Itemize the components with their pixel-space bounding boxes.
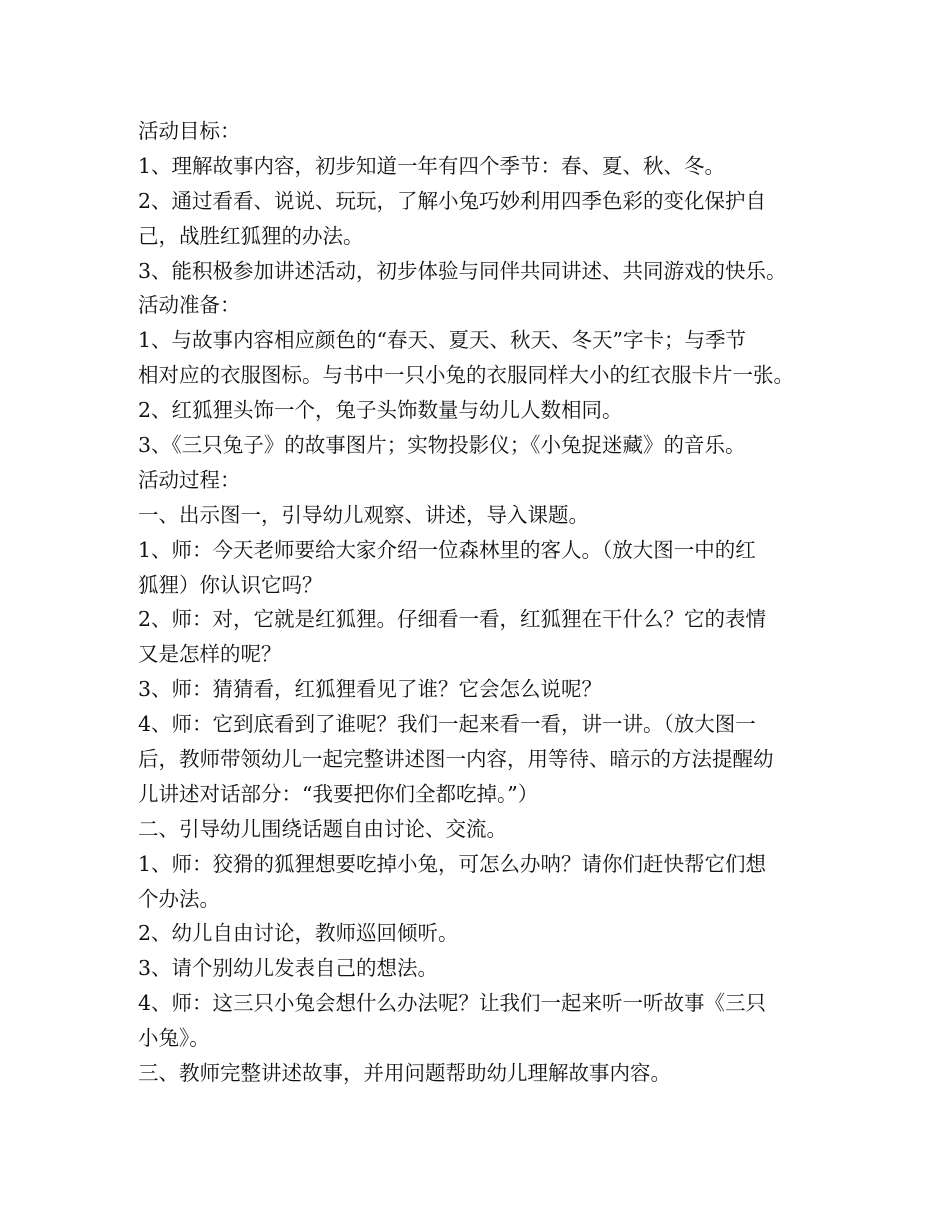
- text-line: 4、师：它到底看到了谁呢？我们一起来看一看，讲一讲。（放大图一: [138, 712, 756, 737]
- document-body: [138, 114, 822, 1091]
- text-line: 3、能积极参加讲述活动，初步体验与同伴共同讲述、共同游戏的快乐。: [138, 258, 787, 283]
- text-line: 三、教师完整讲述故事，并用问题帮助幼儿理解故事内容。: [138, 1061, 671, 1086]
- text-line: 3、请个别幼儿发表自己的想法。: [138, 956, 439, 981]
- text-line: 二、引导幼儿围绕话题自由讨论、交流。: [138, 816, 507, 841]
- text-line: 一、出示图一，引导幼儿观察、讲述，导入课题。: [138, 502, 589, 527]
- text-line: 4、师：这三只小兔会想什么办法呢？让我们一起来听一听故事《三只: [138, 991, 767, 1016]
- section-heading-process: 活动过程：: [138, 467, 241, 492]
- text-line: 2、幼儿自由讨论，教师巡回倾听。: [138, 921, 459, 946]
- text-line: 2、师：对，它就是红狐狸。仔细看一看，红狐狸在干什么？它的表情: [138, 607, 767, 632]
- text-line: 小兔》。: [138, 1026, 210, 1051]
- section-heading-goals: 活动目标：: [138, 119, 241, 143]
- text-line: 后，教师带领幼儿一起完整讲述图一内容，用等待、暗示的方法提醒幼: [138, 747, 774, 772]
- text-line: 又是怎样的呢？: [138, 642, 282, 667]
- text-line: 己，战胜红狐狸的办法。: [138, 223, 364, 248]
- text-line: 2、红狐狸头饰一个，兔子头饰数量与幼儿人数相同。: [138, 398, 623, 423]
- text-line: 个办法。: [138, 886, 220, 911]
- text-line: 1、师：狡猾的狐狸想要吃掉小兔，可怎么办呐？请你们赶快帮它们想: [138, 851, 767, 876]
- text-line: 狐狸）你认识它吗？: [138, 572, 323, 597]
- text-line: 1、与故事内容相应颜色的“春天、夏天、秋天、冬天”字卡；与季节: [138, 328, 747, 353]
- text-line: 2、通过看看、说说、玩玩，了解小兔巧妙利用四季色彩的变化保护自: [138, 188, 767, 213]
- text-line: 儿讲述对话部分：“我要把你们全都吃掉。”）: [138, 781, 539, 806]
- text-line: 1、师：今天老师要给大家介绍一位森林里的客人。（放大图一中的红: [138, 537, 756, 562]
- section-heading-preparation: 活动准备：: [138, 293, 241, 318]
- text-line: 1、理解故事内容，初步知道一年有四个季节：春、夏、秋、冬。: [138, 153, 726, 178]
- text-line: 3、师：猜猜看，红狐狸看见了谁？它会怎么说呢？: [138, 677, 603, 702]
- text-line: 相对应的衣服图标。与书中一只小兔的衣服同样大小的红衣服卡片一张。: [138, 363, 794, 388]
- text-line: 3、《三只兔子》的故事图片；实物投影仪；《小兔捉迷藏》的音乐。: [138, 433, 746, 458]
